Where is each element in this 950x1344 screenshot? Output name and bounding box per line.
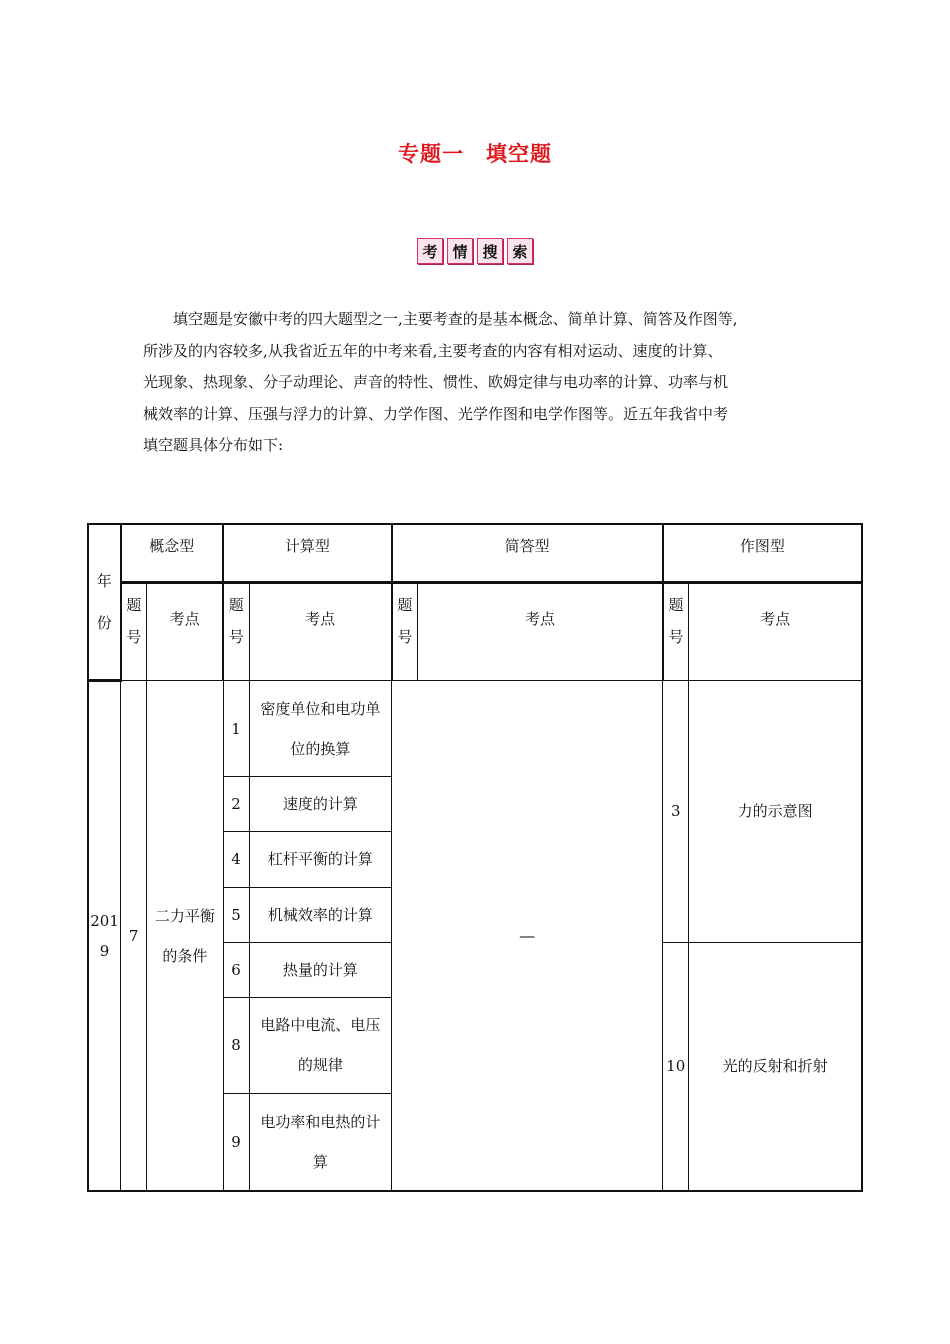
calc-num: 5 (223, 887, 249, 942)
num-header: 题 号 (392, 583, 418, 681)
num-header: 题 号 (223, 583, 249, 681)
year-cell: 201 9 (89, 681, 121, 1191)
badge-char: 索 (507, 238, 533, 264)
paragraph-line: 填空题具体分布如下: (143, 436, 284, 454)
calc-num: 8 (223, 997, 249, 1093)
group-drawing-header: 作图型 (663, 525, 862, 583)
drawing-point: 力的示意图 (689, 681, 862, 942)
page-title: 专题一 填空题 (398, 142, 552, 166)
short-answer-cell: — (392, 681, 663, 1191)
badge-char: 搜 (477, 238, 503, 264)
calc-point: 速度的计算 (249, 777, 392, 832)
calc-point: 密度单位和电功单 位的换算 (249, 681, 392, 777)
calc-num: 1 (223, 681, 249, 777)
drawing-num: 10 (663, 942, 689, 1190)
calc-num: 6 (223, 942, 249, 997)
section-badge (0, 238, 950, 264)
paragraph-line: 光现象、热现象、分子动理论、声音的特性、惯性、欧姆定律与电功率的计算、功率与机 (143, 373, 729, 391)
drawing-point: 光的反射和折射 (689, 942, 862, 1190)
paragraph-line: 所涉及的内容较多,从我省近五年的中考来看,主要考查的内容有相对运动、速度的计算、 (143, 341, 723, 360)
concept-point: 二力平衡 的条件 (147, 681, 223, 1191)
point-header: 考点 (689, 583, 862, 681)
calc-num: 9 (223, 1093, 249, 1190)
group-concept-header: 概念型 (121, 525, 223, 583)
paragraph-line: 械效率的计算、压强与浮力的计算、力学作图、光学作图和电学作图等。近五年我省中考 (143, 404, 729, 423)
group-calc-header: 计算型 (223, 525, 392, 583)
calc-point: 机械效率的计算 (249, 887, 392, 942)
point-header: 考点 (147, 583, 223, 681)
calc-num: 4 (223, 832, 249, 887)
intro-paragraph (143, 304, 813, 462)
distribution-table (88, 524, 862, 1191)
num-header: 题 号 (663, 583, 689, 681)
concept-num: 7 (121, 681, 147, 1191)
calc-point: 电功率和电热的计 算 (249, 1093, 392, 1190)
num-header: 题 号 (121, 583, 147, 681)
calc-num: 2 (223, 777, 249, 832)
badge-char: 考 (417, 238, 443, 264)
paragraph-line: 填空题是安徽中考的四大题型之一,主要考查的是基本概念、简单计算、简答及作图等, (173, 310, 738, 328)
point-header: 考点 (249, 583, 392, 681)
point-header: 考点 (418, 583, 663, 681)
drawing-num: 3 (663, 681, 689, 942)
calc-point: 热量的计算 (249, 942, 392, 997)
year-header: 年 份 (89, 525, 121, 681)
badge-char: 情 (447, 238, 473, 264)
calc-point: 杠杆平衡的计算 (249, 832, 392, 887)
group-short-answer-header: 简答型 (392, 525, 663, 583)
calc-point: 电路中电流、电压 的规律 (249, 997, 392, 1093)
